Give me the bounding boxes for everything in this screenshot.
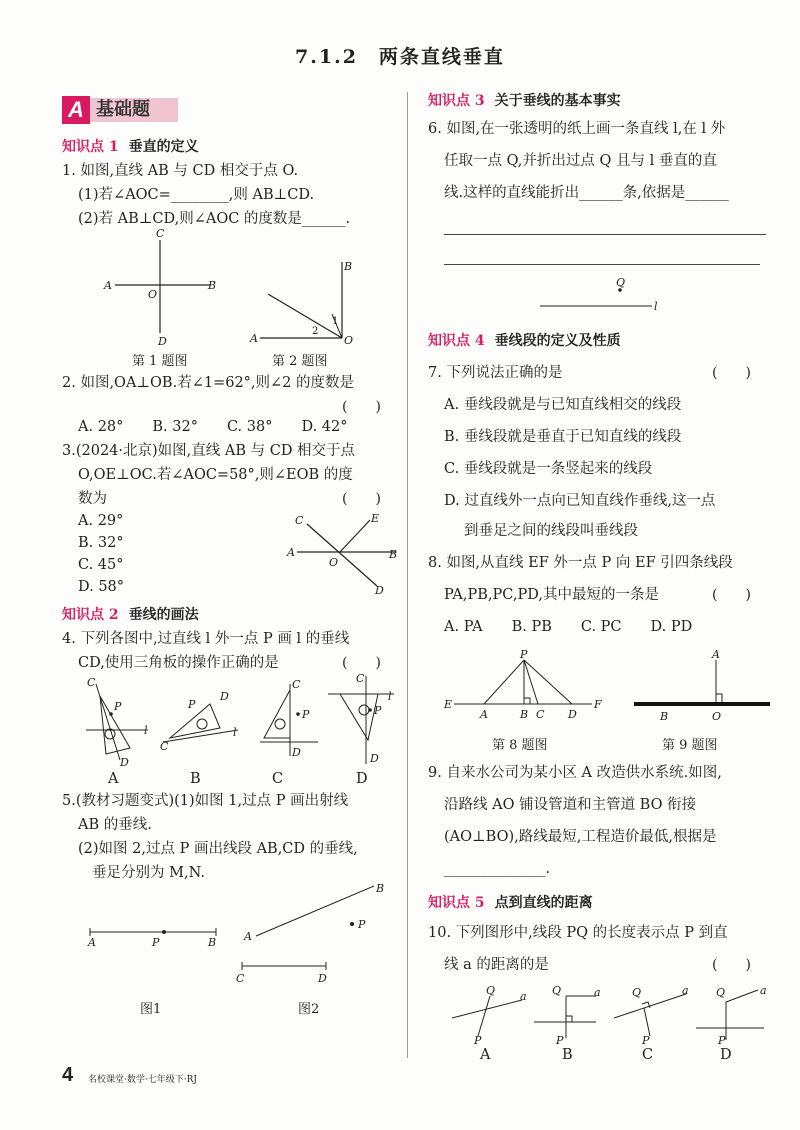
page-title: 7.1.2 两条直线垂直 (295, 46, 505, 68)
svg-text:P: P (188, 698, 196, 711)
svg-text:Q: Q (632, 986, 642, 999)
svg-text:D: D (220, 690, 229, 703)
page-number: 4 (62, 1064, 74, 1086)
q5-figures (86, 882, 396, 992)
svg-text:C: C (87, 676, 96, 689)
q7-answer-bracket[interactable]: ( ) (712, 365, 751, 381)
svg-text:A: A (244, 930, 252, 943)
q3-option-b: B. 32° (78, 535, 124, 551)
q6-figure (536, 278, 666, 318)
q10-label-c: C (642, 1047, 654, 1063)
svg-text:P: P (374, 704, 382, 717)
q4-label-c: C (272, 771, 284, 787)
svg-text:D: D (568, 708, 577, 721)
q10-line2: 线 a 的距离的是 (444, 957, 549, 973)
svg-text:A: A (480, 708, 488, 721)
svg-text:A: A (712, 648, 720, 661)
svg-text:D: D (318, 972, 327, 985)
q10-label-b: B (562, 1047, 573, 1063)
q1-line3: (2)若 AB⊥CD,则∠AOC 的度数是______. (78, 211, 351, 227)
svg-text:P: P (152, 936, 160, 949)
svg-text:C: C (295, 514, 304, 527)
knowledge-point-1 (62, 136, 199, 156)
knowledge-point-5 (428, 892, 593, 912)
banner-letter: A (62, 96, 90, 124)
svg-text:B: B (520, 708, 529, 721)
q1-caption: 第 1 题图 (132, 354, 188, 369)
svg-text:B: B (376, 882, 385, 895)
column-divider (407, 92, 408, 1058)
q4-line1: 4. 下列各图中,过直线 l 外一点 P 画 l 的垂线 (62, 631, 350, 647)
kp-tag: 知识点 5 (428, 895, 485, 911)
q7-option-c: C. 垂线段就是一条竖起来的线段 (444, 461, 653, 477)
svg-text:D: D (158, 335, 167, 348)
q2-figure (250, 256, 370, 348)
svg-text:P: P (642, 1034, 650, 1047)
section-banner (62, 96, 182, 126)
q4-label-a: A (108, 771, 119, 787)
svg-text:C: C (536, 708, 545, 721)
q7-line1: 7. 下列说法正确的是 (428, 365, 563, 381)
q10-line1: 10. 下列图形中,线段 PQ 的长度表示点 P 到直 (428, 925, 728, 941)
q3-option-c: C. 45° (78, 557, 124, 573)
kp-tag: 知识点 1 (62, 139, 119, 155)
q6-line1: 6. 如图,在一张透明的纸上画一条直线 l,在 l 外 (428, 121, 726, 137)
q6-line2: 任取一点 Q,并折出过点 Q 且与 l 垂直的直 (444, 153, 717, 169)
q8-line1: 8. 如图,从直线 EF 外一点 P 向 EF 引四条线段 (428, 555, 733, 571)
q4-figures (78, 672, 398, 769)
knowledge-point-3 (428, 90, 621, 110)
svg-text:a: a (682, 984, 689, 997)
svg-text:Q: Q (486, 984, 496, 997)
svg-text:D: D (370, 752, 379, 765)
q2-options: A. 28° B. 32° C. 38° D. 42° (78, 419, 348, 435)
q9-figure (630, 648, 775, 724)
q3-line3: 数为 (78, 491, 107, 507)
q8-figure (442, 648, 622, 724)
svg-text:l: l (388, 690, 392, 703)
svg-text:P: P (114, 700, 122, 713)
svg-text:E: E (371, 512, 380, 525)
q3-figure (285, 510, 400, 595)
q2-caption: 第 2 题图 (272, 354, 328, 369)
q4-label-d: D (356, 771, 368, 787)
knowledge-point-2 (62, 604, 199, 624)
svg-text:F: F (594, 698, 602, 711)
svg-text:E: E (444, 698, 453, 711)
svg-text:D: D (120, 756, 129, 769)
banner-text: 基础题 (96, 99, 150, 120)
svg-text:2: 2 (312, 326, 319, 337)
svg-text:l: l (233, 726, 237, 739)
svg-text:D: D (375, 584, 384, 597)
q9-line3: (AO⊥BO),路线最短,工程造价最低,根据是 (444, 829, 717, 845)
q10-answer-bracket[interactable]: ( ) (712, 957, 751, 973)
q10-label-d: D (720, 1047, 732, 1063)
q9-line4[interactable]: ______________. (444, 861, 551, 877)
svg-text:a: a (520, 990, 527, 1003)
svg-text:C: C (356, 672, 365, 685)
q9-line2: 沿路线 AO 铺设管道和主管道 BO 衔接 (444, 797, 697, 813)
q3-option-a: A. 29° (78, 513, 124, 529)
q5-line2: AB 的垂线. (78, 817, 152, 833)
q6-answer-line-1[interactable] (444, 234, 766, 235)
kp-title: 点到直线的距离 (494, 895, 593, 911)
svg-text:A: A (250, 332, 258, 345)
q6-line3: 线.这样的直线能折出______条,依据是______ (444, 185, 729, 201)
svg-text:B: B (389, 548, 398, 561)
q8-answer-bracket[interactable]: ( ) (712, 587, 751, 603)
svg-text:P: P (302, 708, 310, 721)
svg-text:C: C (156, 227, 165, 240)
q3-line1: 3.(2024·北京)如图,直线 AB 与 CD 相交于点 (62, 443, 356, 459)
svg-text:P: P (358, 918, 366, 931)
svg-text:l: l (144, 724, 148, 737)
kp-title: 关于垂线的基本事实 (494, 93, 621, 109)
svg-text:B: B (208, 279, 217, 292)
svg-text:l: l (654, 300, 658, 313)
q3-answer-bracket[interactable]: ( ) (342, 491, 381, 507)
svg-text:B: B (344, 260, 353, 273)
kp-title: 垂线段的定义及性质 (494, 333, 621, 349)
q9-line1: 9. 自来水公司为某小区 A 改造供水系统.如图, (428, 765, 722, 781)
q8-line2: PA,PB,PC,PD,其中最短的一条是 (444, 587, 659, 603)
kp-tag: 知识点 4 (428, 333, 485, 349)
q1-line1: 1. 如图,直线 AB 与 CD 相交于点 O. (62, 163, 299, 179)
svg-text:O: O (712, 710, 722, 723)
svg-text:Q: Q (616, 276, 626, 289)
figure-2-caption: 图2 (298, 1002, 320, 1017)
svg-text:A: A (104, 279, 112, 292)
svg-text:C: C (160, 740, 169, 753)
q5-line4: 垂足分别为 M,N. (92, 865, 205, 881)
q8-options: A. PA B. PB C. PC D. PD (444, 619, 693, 635)
q4-line2: CD,使用三角板的操作正确的是 (78, 655, 279, 671)
q6-answer-line-2[interactable] (444, 264, 760, 265)
q7-option-b: B. 垂线段就是垂直于已知直线的线段 (444, 429, 682, 445)
q1-figure (100, 228, 230, 348)
q1-line2: (1)若∠AOC=________,则 AB⊥CD. (78, 187, 315, 203)
q5-line3: (2)如图 2,过点 P 画出线段 AB,CD 的垂线, (78, 841, 358, 857)
svg-text:A: A (287, 546, 295, 559)
figure-1-caption: 图1 (140, 1002, 162, 1017)
svg-text:O: O (148, 288, 158, 301)
q9-caption: 第 9 题图 (662, 738, 718, 753)
q10-figures (446, 982, 776, 1048)
q7-option-a: A. 垂线段就是与已知直线相交的线段 (444, 397, 682, 413)
svg-text:C: C (236, 972, 245, 985)
svg-text:Q: Q (716, 986, 726, 999)
q5-line1: 5.(教材习题变式)(1)如图 1,过点 P 画出射线 (62, 793, 349, 809)
q8-caption: 第 8 题图 (492, 738, 548, 753)
svg-text:A: A (88, 936, 96, 949)
q2-answer-bracket[interactable]: ( ) (342, 399, 381, 415)
svg-text:P: P (718, 1034, 726, 1047)
q4-label-b: B (190, 771, 201, 787)
svg-text:a: a (760, 984, 767, 997)
q3-option-d: D. 58° (78, 579, 125, 595)
q10-label-a: A (480, 1047, 491, 1063)
svg-text:O: O (329, 556, 339, 569)
svg-text:P: P (520, 648, 528, 661)
kp-tag: 知识点 2 (62, 607, 119, 623)
q7-option-d-line1: D. 过直线外一点向已知直线作垂线,这一点 (444, 493, 716, 509)
svg-text:C: C (292, 678, 301, 691)
svg-text:Q: Q (552, 984, 562, 997)
svg-text:1: 1 (332, 316, 339, 327)
kp-title: 垂直的定义 (128, 139, 199, 155)
svg-text:P: P (474, 1034, 482, 1047)
svg-text:B: B (208, 936, 217, 949)
kp-tag: 知识点 3 (428, 93, 485, 109)
q2-line1: 2. 如图,OA⊥OB.若∠1=62°,则∠2 的度数是 (62, 375, 355, 391)
svg-text:D: D (292, 746, 301, 759)
knowledge-point-4 (428, 330, 621, 350)
kp-title: 垂线的画法 (128, 607, 199, 623)
q7-option-d-line2: 到垂足之间的线段叫垂线段 (464, 523, 638, 539)
svg-text:B: B (660, 710, 669, 723)
q3-line2: O,OE⊥OC.若∠AOC=58°,则∠EOB 的度 (78, 467, 353, 483)
svg-text:P: P (556, 1034, 564, 1047)
svg-text:a: a (594, 986, 601, 999)
svg-text:O: O (344, 334, 354, 347)
page-footer: 名校课堂·数学·七年级下·RJ (88, 1075, 197, 1085)
q4-answer-bracket[interactable]: ( ) (342, 655, 381, 671)
